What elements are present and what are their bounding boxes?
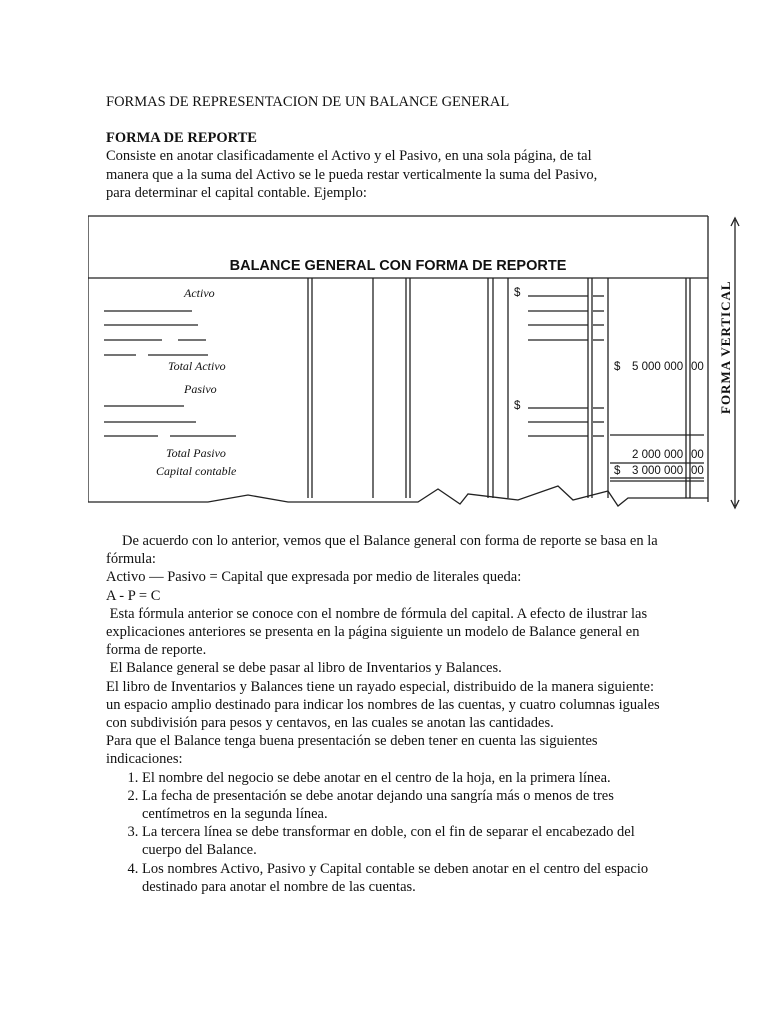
balance-title: BALANCE GENERAL CON FORMA DE REPORTE: [229, 258, 567, 274]
amount-total-pasivo: 2 000 000: [632, 449, 684, 461]
balance-figure: [88, 214, 748, 514]
dollar-sign-total-activo: $: [614, 361, 621, 373]
cents-total-activo: 00: [691, 361, 704, 373]
list-item: 4. Los nombres Activo, Pasivo y Capital contable se deben anotar en el centro del espacio destinado para anotar el nombre de las cuentas.: [142, 860, 666, 896]
total-activo-label: Total Activo: [168, 359, 226, 373]
formula-words: Activo — Pasivo = Capital que expresada por medio de literales queda:: [106, 569, 522, 586]
cents-capital: 00: [691, 465, 704, 477]
dollar-sign-activo: $: [514, 287, 521, 299]
capital-contable-label: Capital contable: [156, 464, 237, 478]
paragraph-1: De acuerdo con lo anterior, vemos que el Balance general con forma de reporte se basa en la fórmula:: [106, 533, 658, 568]
cents-total-pasivo: 00: [691, 449, 704, 461]
list-item: 1. El nombre del negocio se debe anotar en el centro de la hoja, en la primera línea.: [142, 769, 666, 787]
dollar-sign-pasivo: $: [514, 400, 521, 412]
formula-letters: A - P = C: [106, 587, 161, 604]
indications-list: [106, 769, 666, 896]
paragraph-2: Esta fórmula anterior se conoce con el nombre de fórmula del capital. A efecto de ilustrar las explicaciones anteriores se presenta en la página siguiente un modelo de Balance general en forma de reporte.: [106, 605, 651, 659]
activo-label: Activo: [184, 286, 215, 300]
body-text: [106, 532, 666, 896]
amount-total-activo: 5 000 000: [632, 361, 684, 373]
paragraph-5: Para que el Balance tenga buena presentación se deben tener en cuenta las siguientes indicaciones:: [106, 733, 598, 768]
intro-line-2: manera que a la suma del Activo se le pueda restar verticalmente la suma del Pasivo,: [106, 167, 598, 183]
intro-line-1: Consiste en anotar clasificadamente el Activo y el Pasivo, en una sola página, de tal: [106, 148, 592, 164]
paragraph-3: El Balance general se debe pasar al libro de Inventarios y Balances.: [106, 660, 502, 677]
paragraph-4: El libro de Inventarios y Balances tiene un rayado especial, distribuido de la manera siguiente: un espacio amplio destinado para indicar los nombres de las cuentas, y cuatro columnas iguales con subdivisión para pesos y centavos, en las cuales se anotan las cantidades.: [106, 678, 660, 732]
section-title: FORMA DE REPORTE: [106, 130, 257, 146]
main-title: FORMAS DE REPRESENTACION DE UN BALANCE GENERAL: [106, 94, 510, 110]
list-item: 2. La fecha de presentación se debe anotar dejando una sangría más o menos de tres centímetros en la segunda línea.: [142, 787, 666, 823]
pasivo-label: Pasivo: [184, 382, 217, 396]
list-item: 3. La tercera línea se debe transformar en doble, con el fin de separar el encabezado del cuerpo del Balance.: [142, 823, 666, 859]
amount-capital: 3 000 000: [632, 465, 684, 477]
intro-line-3: para determinar el capital contable. Ejemplo:: [106, 185, 367, 201]
forma-vertical-label: FORMA VERTICAL: [718, 280, 733, 414]
dollar-sign-capital: $: [614, 465, 621, 477]
total-pasivo-label: Total Pasivo: [166, 446, 226, 460]
